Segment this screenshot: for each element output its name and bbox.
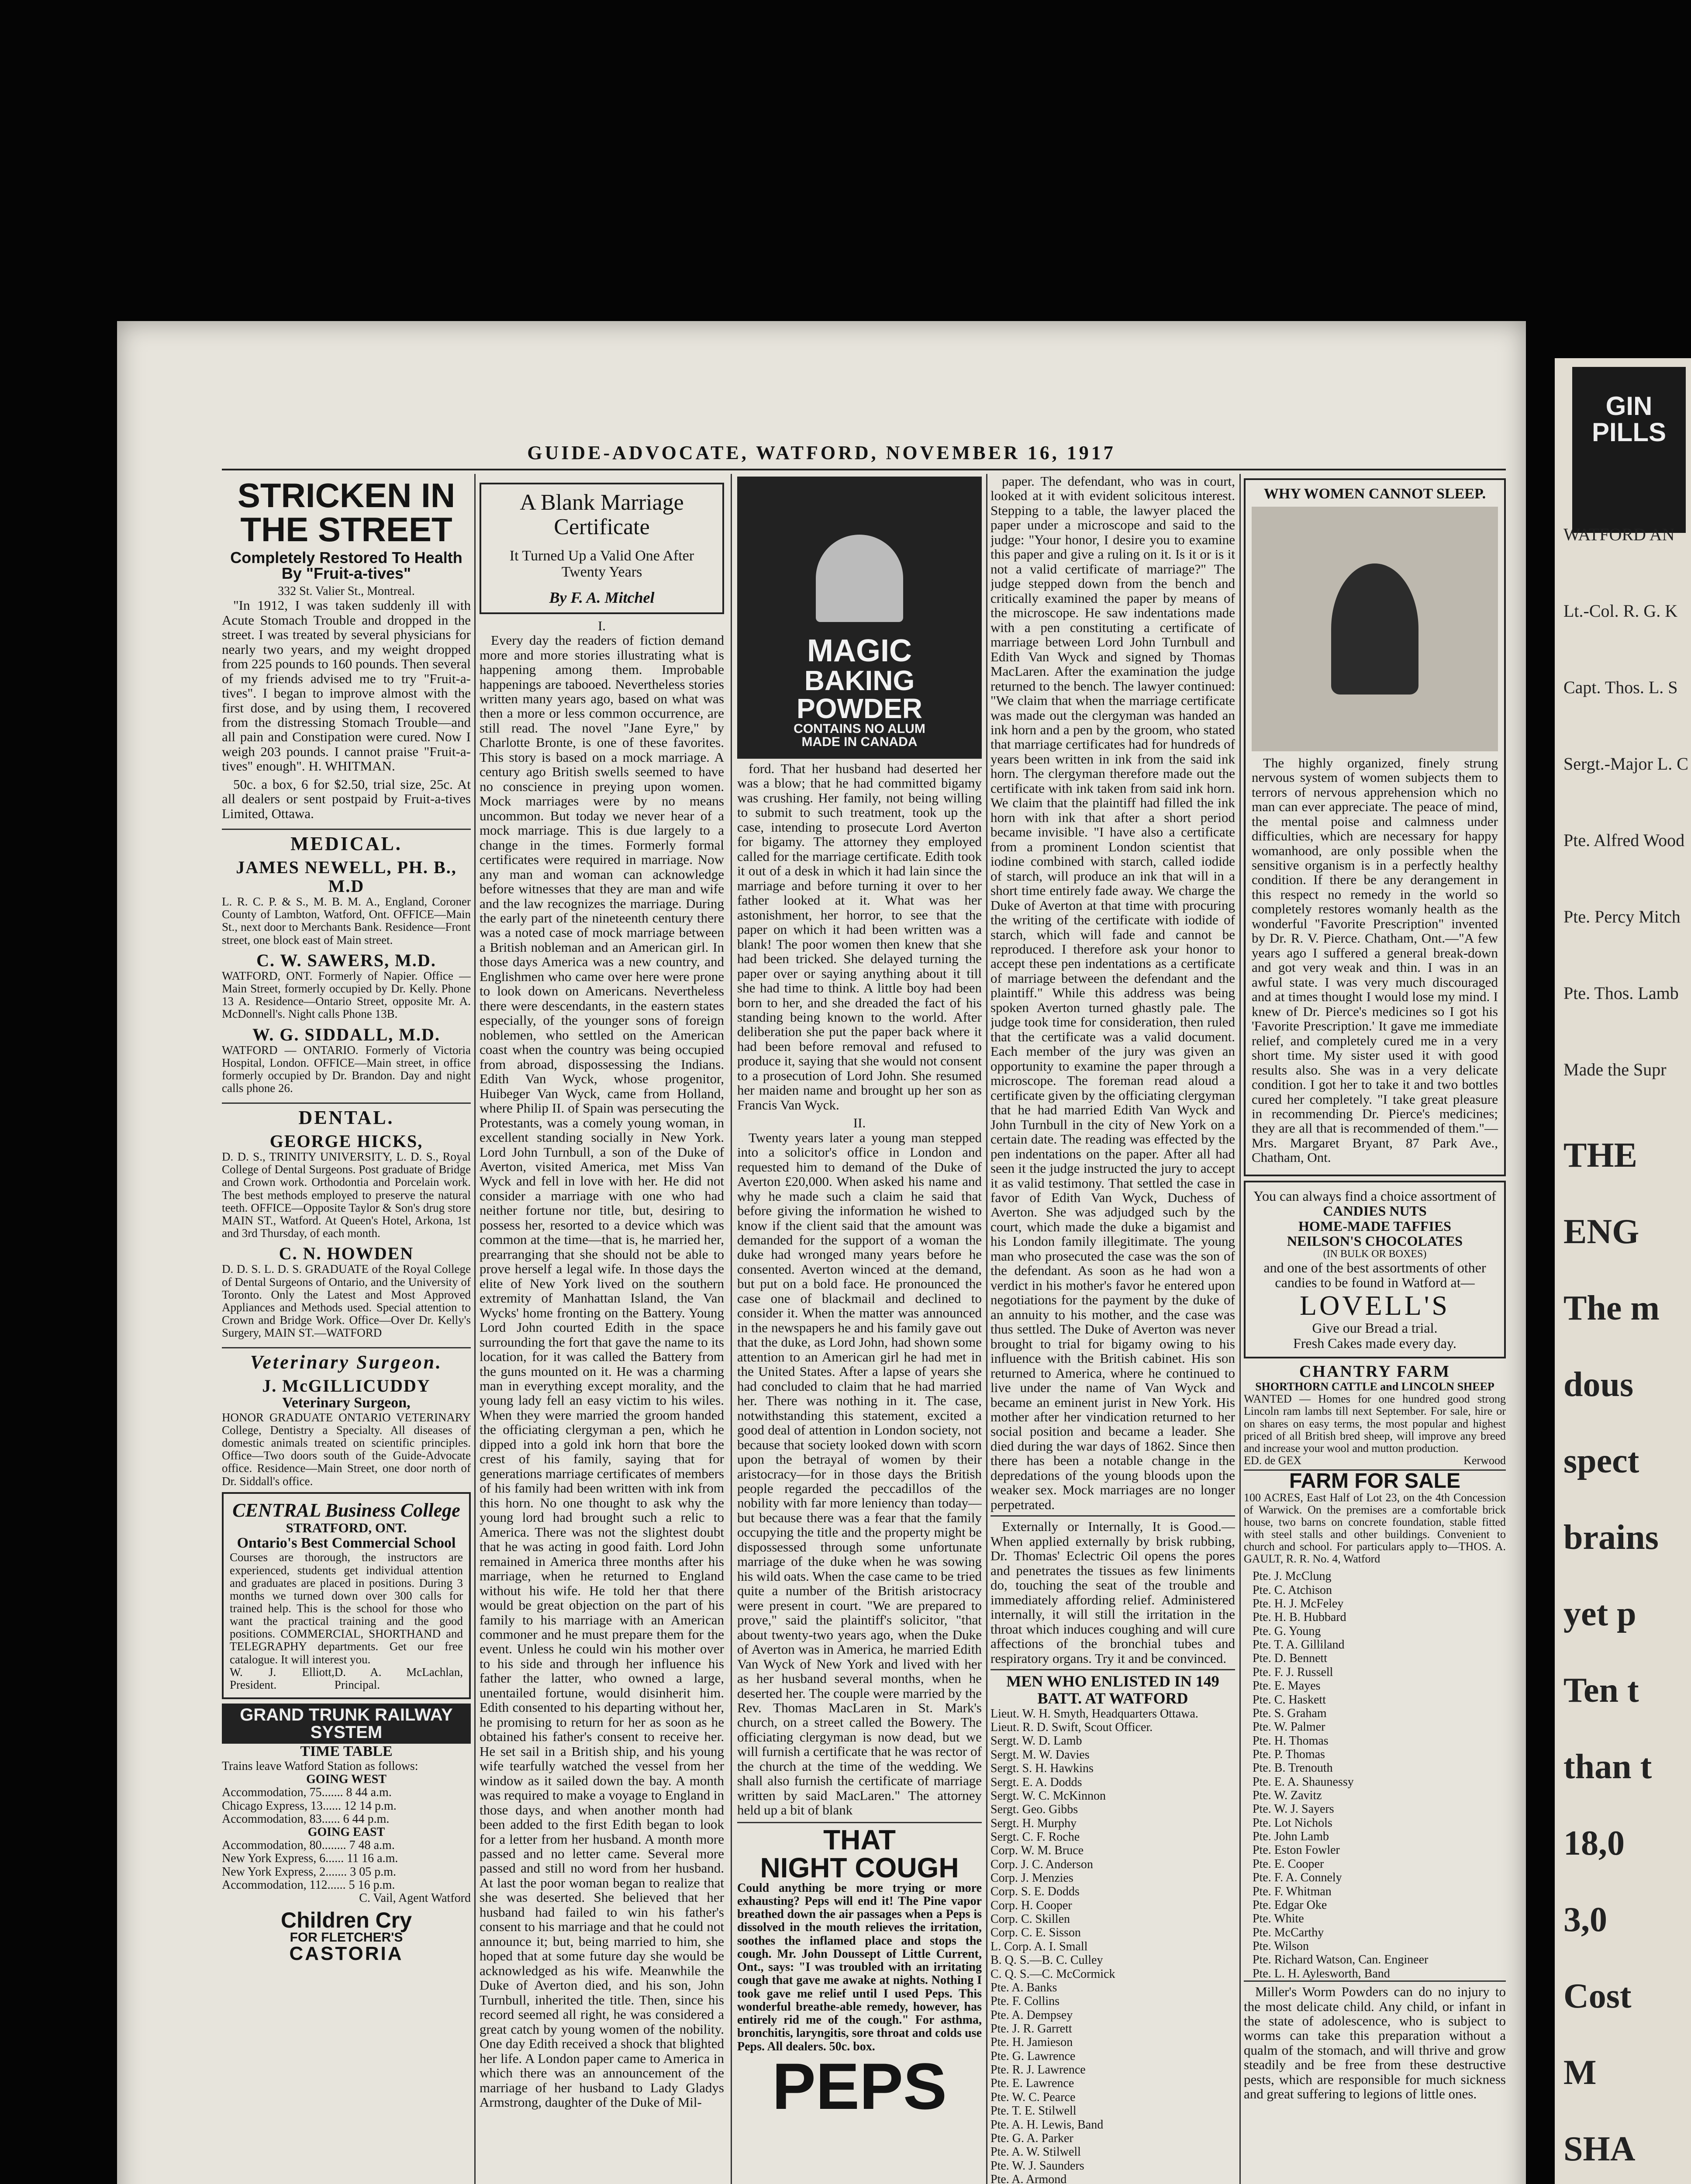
- strip-line: brains: [1563, 1518, 1659, 1557]
- enlisted-name: Sergt. M. W. Davies: [990, 1748, 1090, 1762]
- enlisted-name: Pte. H. Jamieson: [990, 2035, 1073, 2049]
- strip-line: Pte. Alfred Wood: [1563, 830, 1685, 850]
- enlisted-name: Corp. J. Menzies: [990, 1871, 1073, 1885]
- strip-line: WATFORD AN: [1563, 525, 1675, 544]
- strip-line: Capt. Thos. L. S: [1563, 677, 1678, 697]
- enlisted-name: Pte. T. E. Stilwell: [990, 2104, 1077, 2118]
- enlisted-name: Pte. White: [1253, 1912, 1304, 1926]
- strip-line: The m: [1563, 1289, 1660, 1327]
- chantry-right: Kerwood: [1463, 1454, 1506, 1467]
- gt-row: Accommodation, 75....... 8 44 a.m.: [222, 1786, 392, 1800]
- enlisted-name: Sergt. W. C. McKinnon: [990, 1789, 1106, 1803]
- college-text: Courses are thorough, the instructors are experienced, students get individual attention and graduates are placed in positions. During 3 months we turned down over 300 calls for trained help. This is the school for those who want the practical training and the good positions. COMMERCIAL, SHORTHAND and TELEGRAPHY departments. Get our free catalogue. It will interest you.: [230, 1551, 463, 1666]
- lovell-l9: Fresh Cakes made every day.: [1293, 1335, 1456, 1351]
- gt-sub: TIME TABLE: [300, 1743, 393, 1760]
- card-name: GEORGE HICKS,: [269, 1131, 423, 1151]
- grand-trunk-ad: [222, 1704, 471, 1905]
- enlisted-name: Sergt. H. Murphy: [990, 1816, 1077, 1830]
- lovell-l2: CANDIES NUTS: [1323, 1203, 1427, 1219]
- pierce-ad: [1244, 478, 1506, 1176]
- strip-line: ENG: [1563, 1213, 1639, 1251]
- card-sawers: [222, 951, 471, 1021]
- strip-line: 3,0: [1563, 1901, 1607, 1939]
- gt-row: Accommodation, 83...... 6 44 p.m.: [222, 1812, 390, 1826]
- enlisted-name: B. Q. S.—B. C. Culley: [990, 1953, 1103, 1967]
- strip-line: spect: [1563, 1442, 1639, 1480]
- card-text: HONOR GRADUATE ONTARIO VETERINARY College, Dentistry a Specialty. All diseases of domestic animals treated on scientific principles. Office—Two doors south of the Guide-Advocate office. Residence—Main Street, one door north of Dr. Siddall's office.: [222, 1410, 471, 1488]
- castoria-line3: CASTORIA: [289, 1943, 404, 1965]
- lovell-l5: (IN BULK OR BOXES): [1323, 1248, 1427, 1260]
- column-divider: [1239, 474, 1241, 2184]
- enlisted-name: Pte. F. J. Russell: [1253, 1665, 1333, 1679]
- magic-l4: CONTAINS NO ALUM: [794, 722, 925, 736]
- column-5: [1244, 474, 1506, 2184]
- enlisted-name: Pte. R. J. Lawrence: [990, 2063, 1086, 2077]
- newspaper-page: [117, 321, 1526, 2184]
- column-divider: [731, 474, 732, 2184]
- enlisted-name: Pte. A. Armond: [990, 2172, 1067, 2184]
- strip-line: Pte. Thos. Lamb: [1563, 983, 1679, 1003]
- enlisted-name: Pte. Wilson: [1253, 1939, 1309, 1953]
- lovell-ad: [1244, 1181, 1506, 1358]
- worm-powders-ad: Miller's Worm Powders can do no injury to the most delicate child. Any child, or infant in the state of adolescence, who is subject to worms can take this preparation without a qualm of the stomach, and will thrive and grow steadily and be free from these destructive pests, which are responsible for much sickness and great suffering to legions of little ones.: [1244, 1980, 1506, 2101]
- enlisted-name: Pte. L. H. Aylesworth, Band: [1253, 1966, 1390, 1980]
- enlisted-name: Lieut. W. H. Smyth, Headquarters Ottawa.: [990, 1707, 1198, 1721]
- enlisted-name: Sergt. C. F. Roche: [990, 1830, 1080, 1844]
- enlisted-name: Pte. E. Mayes: [1253, 1679, 1321, 1693]
- enlisted-name: Corp. H. Cooper: [990, 1898, 1072, 1912]
- castoria-line2: FOR FLETCHER'S: [290, 1930, 403, 1945]
- farm-sale-ad: [1244, 1469, 1506, 1565]
- gin-pills-ad: GIN PILLS: [1572, 367, 1686, 533]
- enlisted-name: C. Q. S.—C. McCormick: [990, 1967, 1115, 1981]
- gt-row: Chicago Express, 13...... 12 14 p.m.: [222, 1799, 397, 1813]
- strip-line: yet p: [1563, 1595, 1636, 1633]
- header-rule: [222, 469, 1506, 470]
- column-3: [737, 474, 982, 2184]
- card-text: L. R. C. P. & S., M. B. M. A., England, Coroner County of Lambton, Watford, Ont. OFFICE—Main St., next door to Merchants Bank. Residence—Front street, one block east of Main street.: [222, 895, 471, 947]
- cough-l2: NIGHT COUGH: [760, 1852, 959, 1883]
- enlisted-name: Pte. E. Lawrence: [990, 2077, 1074, 2091]
- magic-l5: MADE IN CANADA: [801, 735, 918, 749]
- lovell-l6: and one of the best assortments of other candies to be found in Watford at—: [1263, 1259, 1486, 1291]
- teapot-icon: [816, 535, 903, 622]
- enlisted-name: Corp. C. E. Sisson: [990, 1926, 1081, 1940]
- enlisted-name: Pte. W. C. Pearce: [990, 2090, 1076, 2104]
- enlisted-name: Pte. A. Dempsey: [990, 2008, 1073, 2022]
- enlisted-name: Pte. H. Thomas: [1253, 1734, 1329, 1748]
- cough-text: Could anything be more trying or more exhausting? Peps will end it! The Pine vapor breathed down the air passages when a Peps is dissolved in the mouth relieves the irritation, soothes the inflamed place and stops the cough. Mr. John Doussept of Little Current, Ont., says: "I was troubled with an irritating cough that gave me awake at nights. Nothing I took gave me relief until I used Peps. This wonderful breathe-able remedy, however, has entirely rid me of the cough." For asthma, bronchitis, laryngitis, sore throat and colds use Peps. All dealers. 50c. box.: [737, 1881, 982, 2053]
- college-ad: [222, 1492, 471, 1699]
- chantry-farm-ad: [1244, 1363, 1506, 1467]
- enlisted-name: Pte. G. Young: [1253, 1624, 1321, 1638]
- gt-east: GOING EAST: [307, 1825, 385, 1839]
- story-body-3: paper. The defendant, who was in court, looked at it with evident solicitous interest. Stepping to a table, the lawyer placed the paper under a microscope and said to the judge: "Your honor, I desire you to examine this paper and give a ruling on it. Is it or is it not a valid certificate of marriage?" The judge stepped down from the bench and critically examined the paper by means of the microscope. He saw indentations made with a pen constituting a certificate of marriage between Lord John Turnbull and Edith Van Wyck and signed by Thomas MacLaren. After the examination the judge returned to the bench. The lawyer continued: "We claim that when the marriage certificate was made out the clergyman was handed an ink horn and a pen by the groom, who stated that marriage certificates had for hundreds of years been written in ink from the said ink horn. The clergyman therefore made out the certificate with ink taken from said ink horn. We claim that the plaintiff had filled the ink horn with ink that after a short period became invisible. "I have also a certificate from a prominent London scientist that iodine combined with starch, called iodide of starch, will produce an ink that will in a short time entirely fade away. We charge the Duke of Averton at that time with procuring the writing of the certificate with iodide of starch, which will fade and cannot be reproduced. I therefore ask your honor to accept these pen indentations as a certificate of marriage between the defendant and the plaintiff." While this address was being spoken Averton turned ghastly pale. The judge took time for consideration, then ruled that the certificate was a valid document. Each member of the jury was given an opportunity to examine the paper through a microscope. The foreman read aloud a certificate given by the officiating clergyman that he had married Edith Van Wyck and John Turnbull in the city of New York on a certain date. The reading was effected by the pen indentations on the paper. After all had seen it the judge instructed the jury to accept it as valid testimony. That settled the case in favor of Edith Van Wyck, Duchess of Averton. She was adjudged such by the court, which made the duke a bigamist and his London family illegitimate. The young man who prosecuted the case was the son of the defendant. As soon as he had won a verdict in his mother's favor he entered upon negotiations for the payment by the duke of an annuity to his mother, and the case was thus settled. The Duke of Averton was never brought to trial for bigamy owing to his influence with the British cabinet. His son returned to America, where he continued to live under the name of Van Wyck and became an eminent jurist in New York. His mother after her vindication returned to her social position and became a leader. She died during the war days of 1862. Since then there has been a notable change in the depredations of the young bloods upon the weaker sex. Mock marriages are no longer perpetrated.: [990, 474, 1235, 1512]
- dental-heading: DENTAL.: [222, 1102, 471, 1128]
- magic-baking-powder-ad: [737, 477, 982, 759]
- college-name: CENTRAL Business College: [232, 1499, 460, 1521]
- strip-line: Sergt.-Major L. C: [1563, 754, 1688, 774]
- card-name: JAMES NEWELL, PH. B., M.D: [236, 857, 457, 896]
- enlisted-name: Pte. B. Trenouth: [1253, 1761, 1333, 1775]
- enlisted-name: Pte. H. J. McFeley: [1253, 1597, 1344, 1610]
- enlisted-name: Lieut. R. D. Swift, Scout Officer.: [990, 1721, 1153, 1735]
- men-enlisted-list: [990, 1707, 1235, 2184]
- enlisted-name: Corp. C. Skillen: [990, 1912, 1070, 1926]
- story-sub: It Turned Up a Valid One After Twenty Years: [509, 548, 694, 581]
- card-text: D. D. S., TRINITY UNIVERSITY, L. D. S., Royal College of Dental Surgeons. Post graduate of Bridge and Crown work. Orthodontia and Porcelain work. The best methods employed to preserve the natural teeth. OFFICE—Opposite Taylor & Son's drug store MAIN ST., Watford. At Queen's Hotel, Arkona, 1st and 3rd Thursday, of each month.: [222, 1150, 471, 1240]
- enlisted-name: Pte. W. J. Saunders: [990, 2159, 1084, 2173]
- card-name: C. W. SAWERS, M.D.: [256, 950, 436, 970]
- peps-ad: [737, 1822, 982, 2123]
- enlisted-name: Pte. Edgar Oke: [1253, 1898, 1327, 1912]
- enlisted-name: Pte. G. A. Parker: [990, 2131, 1073, 2145]
- gt-row: Accommodation, 80........ 7 48 a.m.: [222, 1838, 395, 1852]
- college-principal: D. A. McLachlan, Principal.: [334, 1665, 463, 1691]
- strip-line: than t: [1563, 1748, 1652, 1786]
- enlisted-name: Pte. W. Palmer: [1253, 1720, 1325, 1734]
- college-tag: Ontario's Best Commercial School: [237, 1534, 456, 1551]
- enlisted-name: Pte. Eston Fowler: [1253, 1843, 1340, 1857]
- woman-illustration: [1252, 507, 1498, 751]
- enlisted-name: Pte. D. Bennett: [1253, 1652, 1328, 1666]
- enlisted-name: Pte. J. R. Garrett: [990, 2022, 1072, 2035]
- enlisted-name: Pte. John Lamb: [1253, 1830, 1329, 1844]
- enlisted-name: Corp. J. C. Anderson: [990, 1857, 1093, 1871]
- chantry-title: CHANTRY FARM: [1299, 1362, 1450, 1381]
- enlisted-name: Pte. Richard Watson, Can. Engineer: [1253, 1953, 1429, 1967]
- strip-line: SHA: [1563, 2130, 1636, 2168]
- story-byline: By F. A. Mitchel: [549, 588, 655, 606]
- enlisted-name: Pte. P. Thomas: [1253, 1747, 1325, 1761]
- gt-agent: C. Vail, Agent Watford: [359, 1891, 471, 1905]
- chantry-sub: SHORTHORN CATTLE and LINCOLN SHEEP: [1255, 1380, 1494, 1393]
- strip-line: Ten t: [1563, 1671, 1639, 1710]
- enlisted-name: Pte. T. A. Gilliland: [1253, 1638, 1345, 1652]
- subhead-fruitatives: Completely Restored To Health By "Fruit-a-tives": [230, 549, 462, 582]
- sleep-title: WHY WOMEN CANNOT SLEEP.: [1263, 486, 1486, 502]
- enlisted-name: Pte. E. Cooper: [1253, 1857, 1324, 1871]
- card-hicks: [222, 1132, 471, 1240]
- strip-line: dous: [1563, 1365, 1634, 1404]
- strip-line: M: [1563, 2053, 1597, 2092]
- woman-figure-icon: [1331, 563, 1418, 695]
- lovell-l8: Give our Bread a trial.: [1312, 1320, 1438, 1336]
- farm-title: FARM FOR SALE: [1289, 1469, 1460, 1493]
- adjacent-page-strip: [1555, 358, 1691, 2184]
- card-role: Veterinary Surgeon,: [282, 1395, 411, 1411]
- fruitatives-price: 50c. a box, 6 for $2.50, trial size, 25c. At all dealers or sent postpaid by Fruit-a-tives Limited, Ottawa.: [222, 776, 471, 821]
- enlisted-name: Sergt. E. A. Dodds: [990, 1775, 1082, 1789]
- gt-row: New York Express, 2....... 3 05 p.m.: [222, 1865, 396, 1879]
- chantry-text: WANTED — Homes for one hundred good strong Lincoln ram lambs till next September. For sale, hire or on shares on easy terms, the most popular and highest priced of all British bred sheep, will improve any breed and increase your wool and mutton production.: [1244, 1393, 1506, 1455]
- card-siddall: [222, 1025, 471, 1095]
- enlisted-name: Sergt. Geo. Gibbs: [990, 1803, 1078, 1817]
- names-list: [1253, 1569, 1506, 1980]
- column-1: [222, 474, 471, 2184]
- enlisted-name: Corp. W. M. Bruce: [990, 1844, 1084, 1858]
- story-section-2: II.: [853, 1115, 866, 1131]
- card-text: WATFORD — ONTARIO. Formerly of Victoria Hospital, London. OFFICE—Main street, in office formerly occupied by Dr. Brandon. Day and night calls phone 26.: [222, 1043, 471, 1095]
- card-text: D. D. S. L. D. S. GRADUATE of the Royal College of Dental Surgeons of Ontario, and the University of Toronto. Only the Latest and Most Approved Appliances and Methods used. Special attention to Crown and Bridge Work. Office—Over Dr. Kelly's Surgery, MAIN ST.—WATFORD: [222, 1262, 471, 1340]
- fruitatives-body: "In 1912, I was taken suddenly ill with Acute Stomach Trouble and dropped in the street. I was treated by several physicians for nearly two years, and my weight dropped from 225 pounds to 160 pounds. Then several of my friends advised me to try "Fruit-a-tives". I began to improve almost with the first dose, and by using them, I recovered from the distressing Stomach Trouble—and all pain and Constipation were cured. Now I weigh 203 pounds. I cannot praise "Fruit-a-tives" enough". H. WHITMAN.: [222, 598, 471, 774]
- lovell-l4: NEILSON'S CHOCOLATES: [1287, 1233, 1463, 1249]
- strip-line: Made the Supr: [1563, 1060, 1667, 1079]
- masthead: GUIDE-ADVOCATE, WATFORD, NOVEMBER 16, 1917: [527, 442, 1116, 463]
- card-newell: [222, 858, 471, 947]
- cough-l1: THAT: [823, 1824, 896, 1856]
- farm-text: 100 ACRES, East Half of Lot 23, on the 4th Concession of Warwick. On the premises are a comfortable brick house, two barns on concrete foundation, stable fitted with steel stalls and other buildings. Convenient to church and school. For particulars apply to—THOS. A. GAULT, R. R. No. 4, Watford: [1244, 1491, 1506, 1565]
- enlisted-name: Pte. F. Whitman: [1253, 1884, 1332, 1898]
- peps-brand: PEPS: [772, 2049, 947, 2123]
- story-title-box: [480, 483, 724, 614]
- enlisted-name: Pte. F. A. Connely: [1253, 1871, 1342, 1885]
- lovell-l3: HOME-MADE TAFFIES: [1298, 1218, 1451, 1234]
- card-name: J. McGILLICUDDY: [262, 1375, 431, 1396]
- eclectric-ad: Externally or Internally, It is Good.—When applied externally by brisk rubbing, Dr. Thomas' Eclectric Oil opens the pores and penetrates the tissues as few liniments do, touching the seat of the trouble and immediately affording relief. Administered internally, it will still the irritation in the throat which induces coughing and will cure affections of the bronchial tubes and respiratory organs. Try it and be convinced.: [990, 1515, 1235, 1666]
- enlisted-name: Pte. A. Banks: [990, 1980, 1057, 1994]
- vet-heading: Veterinary Surgeon.: [222, 1347, 471, 1373]
- card-text: WATFORD, ONT. Formerly of Napier. Office — Main Street, formerly occupied by Dr. Kelly. Phone 13 A. Residence—Ontario Street, opposite Mr. A. McDonnell's. Night calls Phone 13B.: [222, 969, 471, 1021]
- gt-row: New York Express, 6...... 11 16 a.m.: [222, 1852, 398, 1866]
- story-body-continued: ford. That her husband had deserted her was a blow; that he had committed bigamy was crushing. Her family, not being willing to submit to such treatment, took up the case, intending to prosecute Lord Averton for bigamy. The attorney they employed called for the marriage certificate. Edith took it out of a desk in which it had lain since the marriage and before turning it over to her father looked at it. What was her astonishment, her horror, to see that the paper on which it had been written was a blank! The poor women then knew that she had been tricked. She delayed turning the paper over or saying anything about it till she had time to think. A little boy had been born to her, and she dreaded the fact of his standing being known to the world. After deliberation she put the paper back where it had been before removal and refused to produce it, saying that she would not consent to a prosecution of Lord John. She resumed her maiden name and brought up her son as Francis Van Wyck.: [737, 761, 982, 1113]
- enlisted-name: Corp. S. E. Dodds: [990, 1885, 1080, 1899]
- strip-line: 18,0: [1563, 1824, 1625, 1863]
- strip-line: Cost: [1563, 1977, 1632, 2015]
- enlisted-name: Pte. E. A. Shaunessy: [1253, 1775, 1354, 1789]
- enlisted-name: Pte. G. Lawrence: [990, 2049, 1076, 2063]
- strip-line: THE: [1563, 1136, 1637, 1175]
- strip-line: Pte. Percy Mitch: [1563, 907, 1681, 926]
- story-body-2: Twenty years later a young man stepped into a solicitor's office in London and requested him to demand of the Duke of Averton £20,000. When asked his name and why he made such a claim he said that before giving the information he wished to know if the client said that the amount was demanded for the support of a woman the duke had wronged many years before he consented. Averton winced at the demand, but put on a bold face. He pronounced the case one of blackmail and declined to consider it. When the matter was announced in the newspapers he and his family gave out that the duke, as Lord John, had shown some attention to an American girl he had met in the United States. After a lapse of years she had concluded to claim that he had married her. There was nothing in it. The case, notwithstanding this statement, excited a good deal of attention in London society, not because that society looked down with scorn upon the betrayal of women by their aristocracy—for in those days the British people regarded the peccadillos of the nobility with far more leniency than today—but because there was a fear that the family occupying the title and the property might be dispossessed through some unfortunate marriage of the duke when he was sowing his wild oats. When the case came to be tried quite a number of the British aristocracy were present in court. "We are prepared to prove," said the plaintiff's solicitor, "that about twenty-two years ago, when the Duke of Averton was in America, he married Edith Van Wyck of New York and lived with her as her husband several months, when he deserted her. The couple were married by the Rev. Thomas MacLaren in St. Mark's church, on a street called the Bowery. The officiating clergyman is now dead, but we will furnish a certificate that he was rector of the church at the time of the wedding. We shall also furnish the certificate of marriage written by said MacLaren." The attorney held up a bit of blank: [737, 1130, 982, 1818]
- gt-row: Accommodation, 112...... 5 16 p.m.: [222, 1878, 395, 1892]
- gt-west: GOING WEST: [306, 1773, 387, 1787]
- story-body: Every day the readers of fiction demand more and more stories illustrating what is happening among them. Improbable happenings are tabooed. Nevertheless stories written many years ago, based on what was then a more or less common occurrence, are still read. The novel "Jane Eyre," by Charlotte Bronte, is one of these favorites. This story is based on a mock marriage. A century ago British swells seemed to have no conscience in preying upon women. Mock marriages were by no means uncommon. But today we never hear of a mock marriage. This is due largely to a change in the times. Formerly formal certificates were required in marriage. Now any man and woman can acknowledge before witnesses that they are man and wife and the law recognizes the marriage. During the early part of the nineteenth century there was a noted case of mock marriage between a British nobleman and an American girl. In those days America was a new country, and Englishmen who came over here were prone to look down on Americans. Nevertheless there were descendants, in the eastern states especially, of the younger sons of foreign noblemen, who settled on the American coast when the country was being occupied from abroad, dispossessing the Indians. Edith Van Wyck, whose progenitor, Huibeger Van Wyck, came from Holland, where Philip II. of Spain was persecuting the Protestants, was a comely young woman, in excellent standing socially in New York. Lord John Turnbull, a son of the Duke of Averton, visited America, met Miss Van Wyck and fell in love with her. He did not consider a marriage with one who had neither fortune nor title, but, desiring to possess her, resorted to a device which was common at the time—that is, he married her, prearranging that she should not be able to prove herself a legal wife. In those days the elite of New York lived on the southern extremity of Manhattan Island, the Van Wycks' home fronting on the Battery. Young Lord John courted Edith in the space surrounding the fort that gave the name to its location, for it was called the Battery from the guns mounted on it. He was a charming man in everything except morality, and the young lady fell an easy victim to his wiles. When they were married the groom handed the officiating clergyman a pen, which he dipped into a gold ink horn that bore the crest of his family, saying that for generations marriage certificates of members of his family had been written with ink from this horn. No one thought to ask why the young lord had brought such a relic to America. There was not the slightest doubt that he was acting in good faith. Lord John remained in America three months after his marriage, when he returned to England without his wife. He told her that there would be great objection on the part of his family to his marriage with an American commoner and he must prepare them for the event. Unless he could win his mother over to his side and through her influence his father the latter, who owned a large, unentailed fortune, would disinherit him. Edith consented to his departing without her, he promising to return for her as soon as he obtained his father's consent to receive her. He set sail in a British ship, and his young wife tearfully watched the vessel from her window as it sailed down the bay. A month was required to make a voyage to England in those days, and when another month had been added to the first Edith began to look for a letter from her husband. A month more passed and no letter came. Several more passed and still no word from her husband. At last the poor woman began to realize that she was deserted. She believed that her husband had failed to win his father's consent to his marriage and that he could not announce it; but, being married to him, she hoped that at some future day she would be acknowledged as his wife. Meanwhile the Duke of Averton died, and his son, John Turnbull, inherited the title. Then, since his record seemed all right, he was considered a great catch by young women of the nobility. One day Edith received a shock that blighted her life. A London paper came to America in which there was an announcement of the marriage of her husband to Lady Gladys Armstrong, daughter of the Duke of Mil-: [480, 632, 724, 2110]
- column-4: [990, 474, 1235, 2184]
- college-place: STRATFORD, ONT.: [286, 1520, 407, 1536]
- enlisted-name: Pte. S. Graham: [1253, 1706, 1327, 1720]
- lovell-l7: LOVELL'S: [1300, 1290, 1450, 1321]
- enlisted-name: Pte. W. J. Sayers: [1253, 1802, 1334, 1816]
- enlisted-name: Pte. A. H. Lewis, Band: [990, 2118, 1104, 2132]
- castoria-line1: Children Cry: [280, 1908, 412, 1933]
- gt-note: Trains leave Watford Station as follows:: [222, 1759, 418, 1773]
- column-divider: [986, 474, 987, 2184]
- magic-l3: POWDER: [797, 693, 922, 724]
- lovell-l1: You can always find a choice assortment of: [1253, 1188, 1496, 1204]
- magic-l1: MAGIC: [807, 633, 912, 668]
- enlisted-name: Sergt. W. D. Lamb: [990, 1734, 1082, 1748]
- enlisted-name: Sergt. S. H. Hawkins: [990, 1762, 1094, 1776]
- story-title: A Blank Marriage Certificate: [520, 490, 684, 540]
- enlisted-name: Pte. F. Collins: [990, 1994, 1060, 2008]
- enlisted-name: L. Corp. A. I. Small: [990, 1939, 1088, 1953]
- enlisted-name: Pte. C. Atchison: [1253, 1583, 1332, 1597]
- enlisted-name: Pte. W. Zavitz: [1253, 1789, 1322, 1803]
- card-howden: [222, 1244, 471, 1339]
- enlisted-name: Pte. C. Haskett: [1253, 1693, 1326, 1707]
- enlisted-name: Pte. Lot Nichols: [1253, 1816, 1332, 1830]
- card-vet: [222, 1376, 471, 1488]
- college-president: W. J. Elliott, President.: [230, 1665, 335, 1691]
- enlisted-name: Pte. A. W. Stilwell: [990, 2145, 1081, 2159]
- enlisted-name: Pte. H. B. Hubbard: [1253, 1610, 1346, 1624]
- sleep-body: The highly organized, finely strung nervous system of women subjects them to terrors of nervous apprehension which no man can ever appreciate. The peace of mind, the mental poise and calmness under difficulties, which are necessary for happy womanhood, are only possible when the sensitive organism is in a perfectly healthy condition. If there be any derangement in this respect no remedy in the world so completely restores womanly health as the wonderful "Favorite Prescription" invented by Dr. R. V. Pierce. Chatham, Ont.—"A few years ago I suffered a general break-down and got very weak and thin. I was in an awful state. I was very much discouraged and at times thought I would lose my mind. I knew of Dr. Pierce's medicines so I got his 'Favorite Prescription.' It gave me immediate relief, and completely cured me in a very short time. My sister used it with good results also. She was in a very delicate condition. I got her to take it and two bottles cured her completely. "I take great pleasure in recommending Dr. Pierce's medicines; they are all that is recommended of them."—Mrs. Margaret Bryant, 87 Park Ave., Chatham, Ont.: [1252, 755, 1498, 1165]
- enlisted-name: Pte. McCarthy: [1253, 1925, 1324, 1939]
- strip-line: Lt.-Col. R. G. K: [1563, 601, 1678, 621]
- story-section: I.: [597, 618, 606, 633]
- column-2: [480, 474, 724, 2184]
- headline-stricken: STRICKEN IN THE STREET: [237, 476, 456, 549]
- medical-heading: MEDICAL.: [222, 829, 471, 854]
- address: 332 St. Valier St., Montreal.: [278, 584, 415, 598]
- enlisted-name: Pte. J. McClung: [1253, 1569, 1332, 1583]
- men-enlisted-heading: MEN WHO ENLISTED IN 149 BATT. AT WATFORD: [990, 1669, 1235, 1707]
- card-name: C. N. HOWDEN: [279, 1244, 414, 1264]
- column-divider: [474, 474, 476, 2184]
- chantry-left: ED. de GEX: [1244, 1454, 1302, 1467]
- gt-title: GRAND TRUNK RAILWAY SYSTEM: [222, 1704, 471, 1744]
- card-name: W. G. SIDDALL, M.D.: [252, 1024, 440, 1044]
- magic-l2: BAKING: [804, 665, 915, 696]
